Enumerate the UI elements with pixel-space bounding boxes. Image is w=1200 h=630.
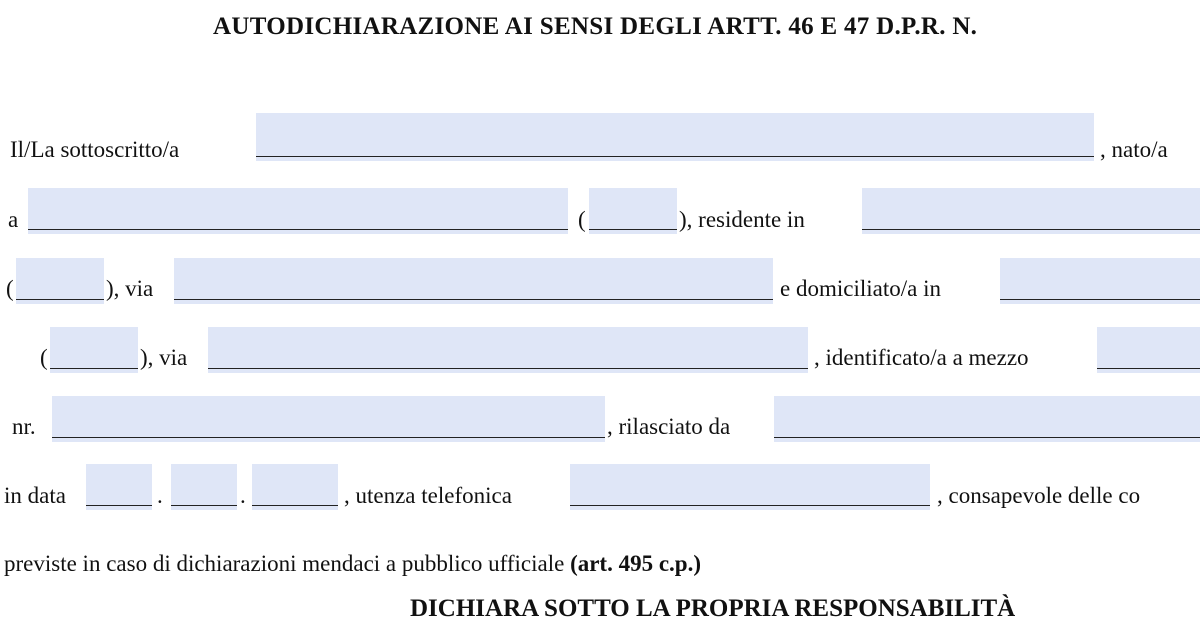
date-separator-1: . [157, 483, 163, 508]
field-issue-day[interactable] [86, 464, 152, 510]
field-domicile-street[interactable] [208, 327, 808, 373]
field-domicile-city[interactable] [1000, 258, 1200, 304]
paren-open-residence-province: ( [6, 276, 14, 301]
field-residence-street[interactable] [174, 258, 773, 304]
label-via-residence: ), via [106, 276, 154, 301]
label-residente-in: ), residente in [679, 207, 805, 232]
field-birth-place[interactable] [28, 188, 568, 234]
field-phone-number[interactable] [570, 464, 930, 510]
label-in-data: in data [4, 483, 66, 508]
date-separator-2: . [240, 483, 246, 508]
label-nr: nr. [12, 414, 36, 439]
label-sottoscritto: Il/La sottoscritto/a [10, 137, 180, 162]
label-a: a [8, 207, 19, 232]
field-issue-month[interactable] [171, 464, 237, 510]
label-utenza-telefonica: , utenza telefonica [344, 483, 512, 508]
label-identificato: , identificato/a a mezzo [814, 345, 1029, 370]
penalty-statement [4, 550, 701, 578]
field-residence-city[interactable] [862, 188, 1200, 234]
field-document-number[interactable] [52, 396, 605, 442]
field-id-document-type[interactable] [1097, 327, 1200, 373]
declaration-heading: DICHIARA SOTTO LA PROPRIA RESPONSABILITÀ [410, 595, 1016, 622]
field-domicile-province[interactable] [50, 327, 138, 373]
label-domiciliato-in: e domiciliato/a in [780, 276, 941, 301]
document-title: AUTODICHIARAZIONE AI SENSI DEGLI ARTT. 46 E 47 D.P.R. N. [213, 13, 978, 40]
field-full-name[interactable] [256, 113, 1094, 161]
field-birth-province[interactable] [589, 188, 677, 234]
paren-open-domicile-province: ( [40, 345, 48, 370]
label-nato: , nato/a [1100, 137, 1168, 162]
field-issue-year[interactable] [252, 464, 338, 510]
label-consapevole: , consapevole delle co [937, 483, 1141, 508]
penalty-article-ref: (art. 495 c.p.) [570, 551, 701, 576]
label-rilasciato-da: , rilasciato da [607, 414, 731, 439]
penalty-statement-text: previste in caso di dichiarazioni mendaci a pubblico ufficiale [4, 551, 571, 576]
field-residence-province[interactable] [16, 258, 104, 304]
field-issued-by[interactable] [774, 396, 1200, 442]
paren-open-birth-province: ( [578, 207, 586, 232]
label-via-domicile: ), via [140, 345, 188, 370]
